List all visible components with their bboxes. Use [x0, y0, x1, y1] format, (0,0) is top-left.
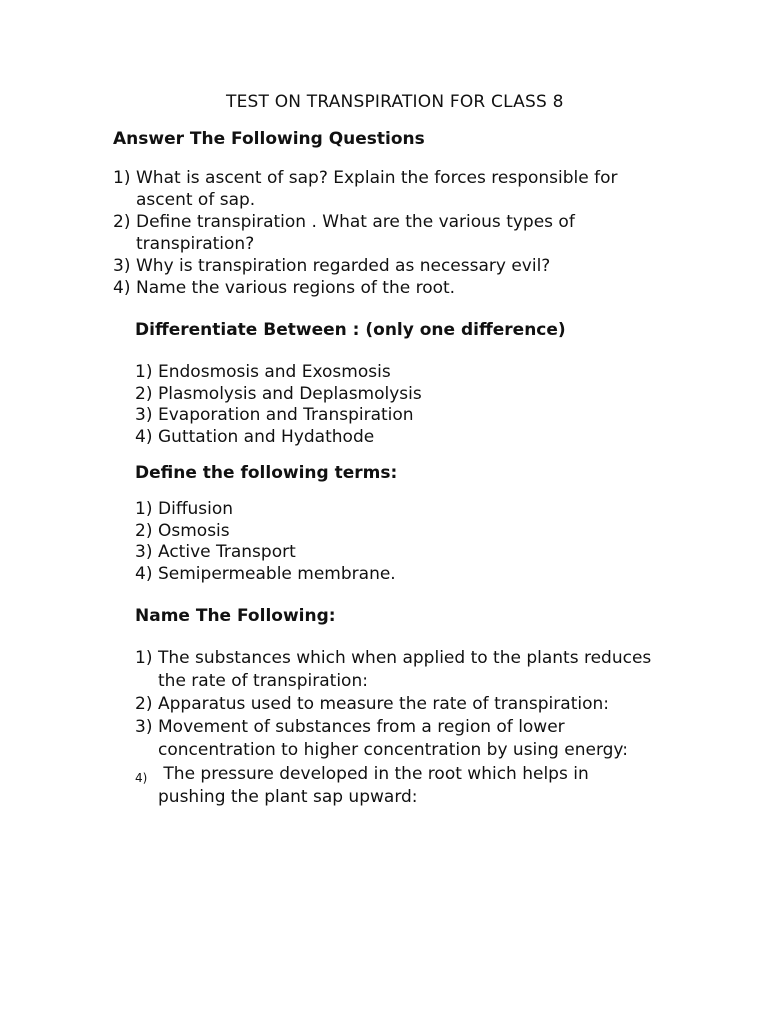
item-number: 1) [135, 362, 153, 382]
item-number: 4) [135, 563, 153, 584]
item-number: 2) [135, 383, 153, 404]
item-number: 4) [113, 278, 131, 298]
item-text-continued: transpiration? [136, 234, 255, 254]
item-text: Endosmosis and Exosmosis [158, 362, 391, 382]
define-terms-list [135, 499, 396, 585]
list-item [135, 763, 651, 809]
section-heading-differentiate: Differentiate Between : (only one difference) [135, 320, 566, 340]
item-number: 3) [135, 542, 153, 562]
list-item [113, 211, 618, 255]
list-item [135, 542, 396, 564]
list-item [113, 167, 618, 211]
list-item [135, 384, 422, 406]
item-text: The pressure developed in the root which helps in [158, 764, 589, 784]
list-item [135, 427, 422, 449]
section-heading-name: Name The Following: [135, 606, 336, 626]
item-number: 1) [135, 499, 153, 519]
item-text: Apparatus used to measure the rate of transpiration: [158, 694, 609, 714]
list-item [135, 693, 651, 716]
list-item [135, 499, 396, 521]
item-text: Name the various regions of the root. [136, 278, 456, 298]
item-text-continued: concentration to higher concentration by using energy: [158, 740, 628, 760]
item-text: Why is transpiration regarded as necessary evil? [136, 256, 551, 276]
item-text-continued: the rate of transpiration: [158, 671, 368, 691]
item-text: Active Transport [158, 542, 296, 562]
item-number: 1) [135, 648, 153, 668]
list-item [135, 362, 422, 384]
item-text: Semipermeable membrane. [158, 563, 396, 584]
item-text: Plasmolysis and Deplasmolysis [158, 383, 422, 404]
differentiate-list [135, 362, 422, 448]
item-text: Movement of substances from a region of lower [158, 717, 565, 737]
item-number: 3) [135, 717, 153, 737]
list-item [135, 647, 651, 693]
item-number: 3) [113, 256, 131, 276]
list-item [135, 716, 651, 762]
name-following-list [135, 647, 651, 809]
item-text: Osmosis [158, 520, 230, 541]
item-number: 2) [135, 520, 153, 541]
list-item [113, 277, 618, 299]
list-item [113, 255, 618, 277]
item-text: The substances which when applied to the plants reduces [158, 648, 652, 668]
item-text: Define transpiration . What are the various types of [136, 212, 575, 232]
item-text-continued: pushing the plant sap upward: [158, 787, 418, 807]
list-item [135, 521, 396, 543]
item-number: 2) [135, 694, 153, 714]
item-text: Guttation and Hydathode [158, 426, 375, 447]
list-item [135, 405, 422, 427]
section-heading-define: Define the following terms: [135, 463, 398, 483]
item-text: Evaporation and Transpiration [158, 405, 414, 425]
item-number: 4) [135, 426, 153, 447]
item-number: 4) [135, 771, 148, 785]
section-heading-answer: Answer The Following Questions [113, 129, 425, 149]
item-text: Diffusion [158, 499, 234, 519]
item-text: What is ascent of sap? Explain the forces responsible for [136, 168, 618, 188]
page-title: TEST ON TRANSPIRATION FOR CLASS 8 [226, 92, 564, 112]
item-text-continued: ascent of sap. [136, 190, 256, 210]
item-number: 1) [113, 168, 131, 188]
item-number: 2) [113, 212, 131, 232]
item-number: 3) [135, 405, 153, 425]
list-item [135, 564, 396, 586]
answer-questions-list [113, 167, 618, 299]
